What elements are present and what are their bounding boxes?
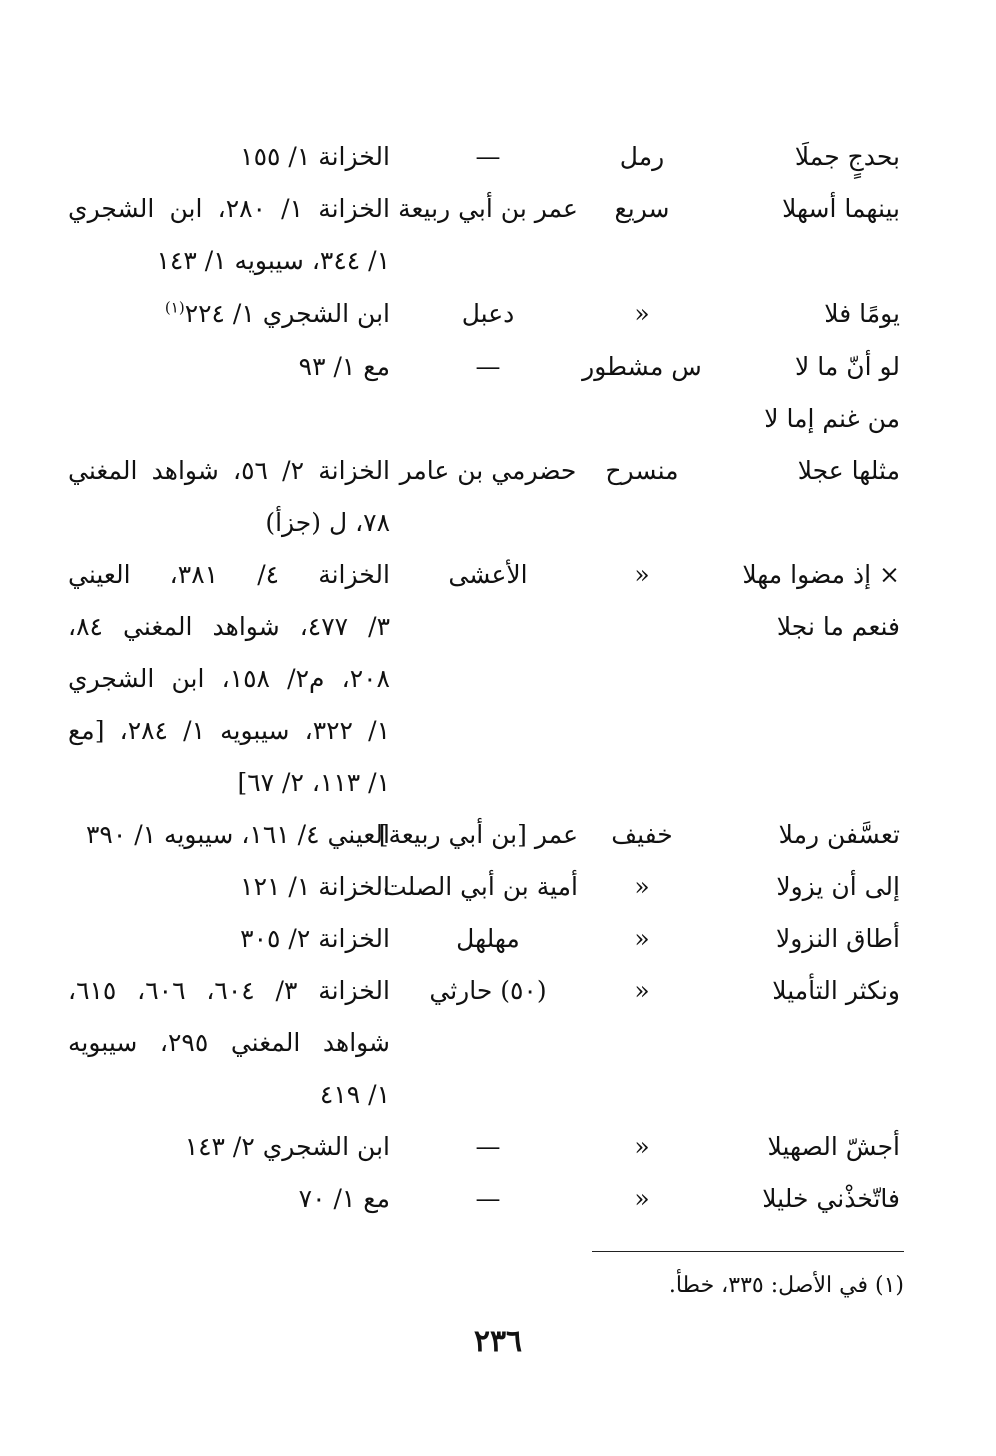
- meter-cell: «: [634, 1184, 650, 1213]
- footnote-divider: [592, 1251, 904, 1252]
- table-row: [0, 964, 996, 1018]
- verse-cell: مثلها عجلا: [797, 456, 900, 485]
- meter-cell: س مشطور: [582, 352, 702, 381]
- table-row: [0, 756, 996, 810]
- poet-cell: أمية بن أبي الصلت: [383, 872, 578, 901]
- verse-cell: بحدجٍ جملَا: [794, 142, 900, 171]
- meter-cell: خفيف: [611, 820, 673, 849]
- table-row: [0, 130, 996, 184]
- meter-cell: «: [634, 872, 650, 901]
- verse-cell: تعسَّفن رملا: [778, 820, 900, 849]
- table-row: [0, 340, 996, 394]
- table-row: [0, 496, 996, 550]
- source-cell: ٢٠٨، م٢/ ١٥٨، ابن الشجري: [68, 664, 390, 693]
- source-cell: ٣/ ٤٧٧، شواهد المغني ٨٤،: [68, 612, 391, 641]
- verse-cell: لو أنّ ما لا: [795, 352, 900, 381]
- poet-cell: —: [475, 352, 501, 381]
- meter-cell: «: [634, 560, 650, 589]
- verse-cell: فنعم ما نجلا: [776, 612, 900, 641]
- meter-cell: رمل: [619, 142, 665, 171]
- source-cell: الخزانة ١/ ١٥٥: [240, 142, 390, 171]
- verse-cell: أطاق النزولا: [775, 924, 900, 953]
- poet-cell: مهلهل: [456, 924, 520, 953]
- poet-cell: —: [475, 1184, 501, 1213]
- source-cell: ١/ ١١٣، ٢/ ٦٧]: [237, 768, 390, 797]
- source-cell: الخزانة ١/ ٢٨٠، ابن الشجري: [68, 194, 390, 223]
- source-cell: العيني ٤/ ١٦١، سيبويه ١/ ٣٩٠: [86, 820, 390, 849]
- poet-cell: —: [475, 142, 501, 171]
- table-row: [0, 808, 996, 862]
- table-row: [0, 234, 996, 288]
- source-cell: ١/ ٣٤٤، سيبويه ١/ ١٤٣: [156, 246, 390, 275]
- table-row: [0, 1068, 996, 1122]
- meter-cell: «: [634, 924, 650, 953]
- verse-cell: فاتّخذْني خليلا: [762, 1184, 900, 1213]
- footnote: (١) في الأصل: ٣٣٥، خطأ.: [668, 1273, 904, 1298]
- poet-cell: حضرمي بن عامر: [399, 456, 577, 485]
- table-row: [0, 1120, 996, 1174]
- source-cell: ١/ ٣٢٢، سيبويه ١/ ٢٨٤، [مع: [68, 716, 390, 745]
- source-cell: الخزانة ١/ ١٢١: [240, 872, 390, 901]
- source-cell: الخزانة ٢/ ٥٦، شواهد المغني: [68, 456, 391, 485]
- poet-cell: —: [475, 1132, 501, 1161]
- verse-cell: من غنم إما لا: [764, 404, 900, 433]
- table-row: [0, 652, 996, 706]
- poet-cell: عمر بن أبي ربيعة: [398, 194, 578, 223]
- poet-cell: عمر [بن أبي ربيعة]: [378, 820, 578, 849]
- table-row: [0, 860, 996, 914]
- table-row: [0, 392, 996, 446]
- footnote-reference: (١): [164, 298, 185, 317]
- meter-cell: سريع: [614, 194, 670, 223]
- meter-cell: «: [634, 1132, 650, 1161]
- verse-cell: × إذ مضوا مهلا: [742, 560, 900, 589]
- source-text: ابن الشجري ١/ ٢٢٤: [184, 299, 390, 328]
- page-number: ٢٣٦: [473, 1324, 523, 1359]
- verse-cell: يومًا فلا: [824, 299, 900, 328]
- source-cell: ٧٨، ل (جزأ): [265, 508, 390, 537]
- table-row: [0, 704, 996, 758]
- source-cell: الخزانة ٤/ ٣٨١، العيني: [68, 560, 390, 589]
- table-row: [0, 182, 996, 236]
- source-cell: مع ١/ ٧٠: [298, 1184, 390, 1213]
- poet-cell: (٥٠) حارثي: [429, 976, 547, 1005]
- source-cell: شواهد المغني ٢٩٥، سيبويه: [68, 1028, 391, 1057]
- meter-cell: منسرح: [605, 456, 679, 485]
- verse-cell: إلى أن يزولا: [776, 872, 900, 901]
- table-row: [0, 548, 996, 602]
- source-cell: ابن الشجري ٢/ ١٤٣: [184, 1132, 390, 1161]
- table-row: [0, 1172, 996, 1226]
- table-row: [0, 1016, 996, 1070]
- table-row: [0, 287, 996, 341]
- meter-cell: «: [634, 976, 650, 1005]
- table-row: [0, 600, 996, 654]
- verse-cell: بينهما أسهلا: [782, 194, 900, 223]
- source-cell: مع ١/ ٩٣: [298, 352, 390, 381]
- meter-cell: «: [634, 299, 650, 328]
- table-row: [0, 444, 996, 498]
- verse-cell: ونكثر التأميلا: [772, 976, 900, 1005]
- poet-cell: دعبل: [461, 299, 515, 328]
- source-cell: الخزانة ٣/ ٦٠٤، ٦٠٦، ٦١٥،: [68, 976, 390, 1005]
- poet-cell: الأعشى: [448, 560, 528, 589]
- source-cell: ١/ ٤١٩: [319, 1080, 390, 1109]
- source-cell: [68, 287, 390, 341]
- table-row: [0, 912, 996, 966]
- verse-cell: أجشّ الصهيلا: [767, 1132, 900, 1161]
- source-cell: الخزانة ٢/ ٣٠٥: [240, 924, 390, 953]
